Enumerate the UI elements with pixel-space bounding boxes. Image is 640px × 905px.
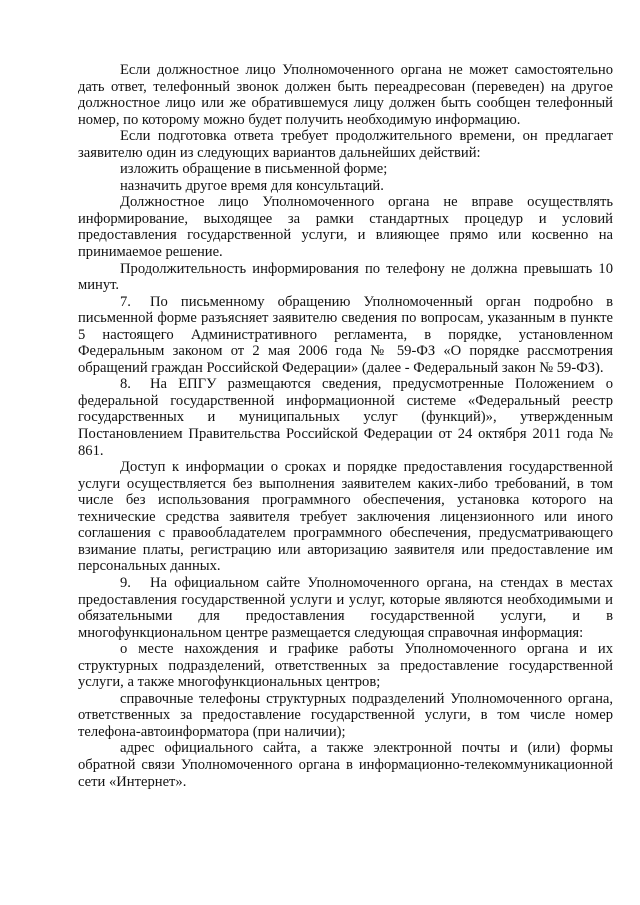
paragraph	[78, 459, 613, 575]
paragraph-text: назначить другое время для консультаций.	[120, 177, 384, 194]
paragraph-number: 8.	[120, 376, 131, 393]
paragraph	[78, 261, 613, 294]
paragraph	[78, 178, 613, 195]
paragraph-number: 7.	[120, 293, 131, 310]
paragraph-text: Должностное лицо Уполномоченного органа не вправе осуществлять информирование, выходящее за рамки стандартных процедур и условий предоставления государственной услуги, и влияющее прямо или косвенно на принимаемое решение.	[78, 194, 613, 261]
paragraph-text: Продолжительность информирования по телефону не должна превышать 10 минут.	[78, 260, 613, 294]
document-page	[78, 62, 613, 790]
paragraph	[78, 740, 613, 790]
paragraph-text: Доступ к информации о сроках и порядке предоставления государственной услуги осуществляется без выполнения заявителем каких-либо требований, в том числе без использования программного обеспечения, установка которого на технические средства заявителя требует заключения лицензионного или иного соглашения с правообладателем программного обеспечения, предусматривающего взимание платы, регистрацию или авторизацию заявителя или предоставление им персональных данных.	[78, 459, 613, 575]
paragraph-text: справочные телефоны структурных подразделений Уполномоченного органа, ответственных за предоставление государственной услуги, в том числе номер телефона-автоинформатора (при наличии);	[78, 690, 613, 740]
numbered-paragraph	[78, 575, 613, 641]
numbered-paragraph	[78, 376, 613, 459]
paragraph-text: о месте нахождения и графике работы Уполномоченного органа и их структурных подразделений, ответственных за предоставление государственной услуги, а также многофункциональных центров;	[78, 641, 613, 691]
paragraph-text: адрес официального сайта, а также электронной почты и (или) формы обратной связи Уполномоченного органа в информационно-телекоммуникационной сети «Интернет».	[78, 740, 613, 790]
paragraph-number: 9.	[120, 574, 131, 591]
paragraph	[78, 691, 613, 741]
paragraph-text: На ЕПГУ размещаются сведения, предусмотренные Положением о федеральной государственной информационной системе «Федеральный реестр государственных и муниципальных услуг (функций)», утвержденным Постановлением Правительства Российской Федерации от 24 октября 2011 года № 861.	[78, 376, 613, 459]
paragraph-text: По письменному обращению Уполномоченный орган подробно в письменной форме разъясняет заявителю сведения по вопросам, указанным в пункте 5 настоящего Административного регламента, в порядке, установленном Федеральным законом от 2 мая 2006 года № 59-ФЗ «О порядке рассмотрения обращений граждан Российской Федерации» (далее - Федеральный закон № 59-ФЗ).	[78, 293, 613, 376]
paragraph	[78, 128, 613, 161]
paragraph	[78, 194, 613, 260]
numbered-paragraph	[78, 294, 613, 377]
paragraph-text: Если подготовка ответа требует продолжительного времени, он предлагает заявителю один из следующих вариантов дальнейших действий:	[78, 128, 613, 161]
paragraph	[78, 161, 613, 178]
paragraph	[78, 62, 613, 128]
paragraph-text: Если должностное лицо Уполномоченного органа не может самостоятельно дать ответ, телефонный звонок должен быть переадресован (переведен) на другое должностное лицо или же обратившемуся лицу должен быть сообщен телефонный номер, по которому можно будет получить необходимую информацию.	[78, 62, 613, 128]
paragraph-text: На официальном сайте Уполномоченного органа, на стендах в местах предоставления государственной услуги и услуг, которые являются необходимыми и обязательными для предоставления государственной услуги, и в многофункциональном центре размещается следующая справочная информация:	[78, 574, 613, 641]
paragraph	[78, 641, 613, 691]
paragraph-text: изложить обращение в письменной форме;	[120, 161, 388, 178]
